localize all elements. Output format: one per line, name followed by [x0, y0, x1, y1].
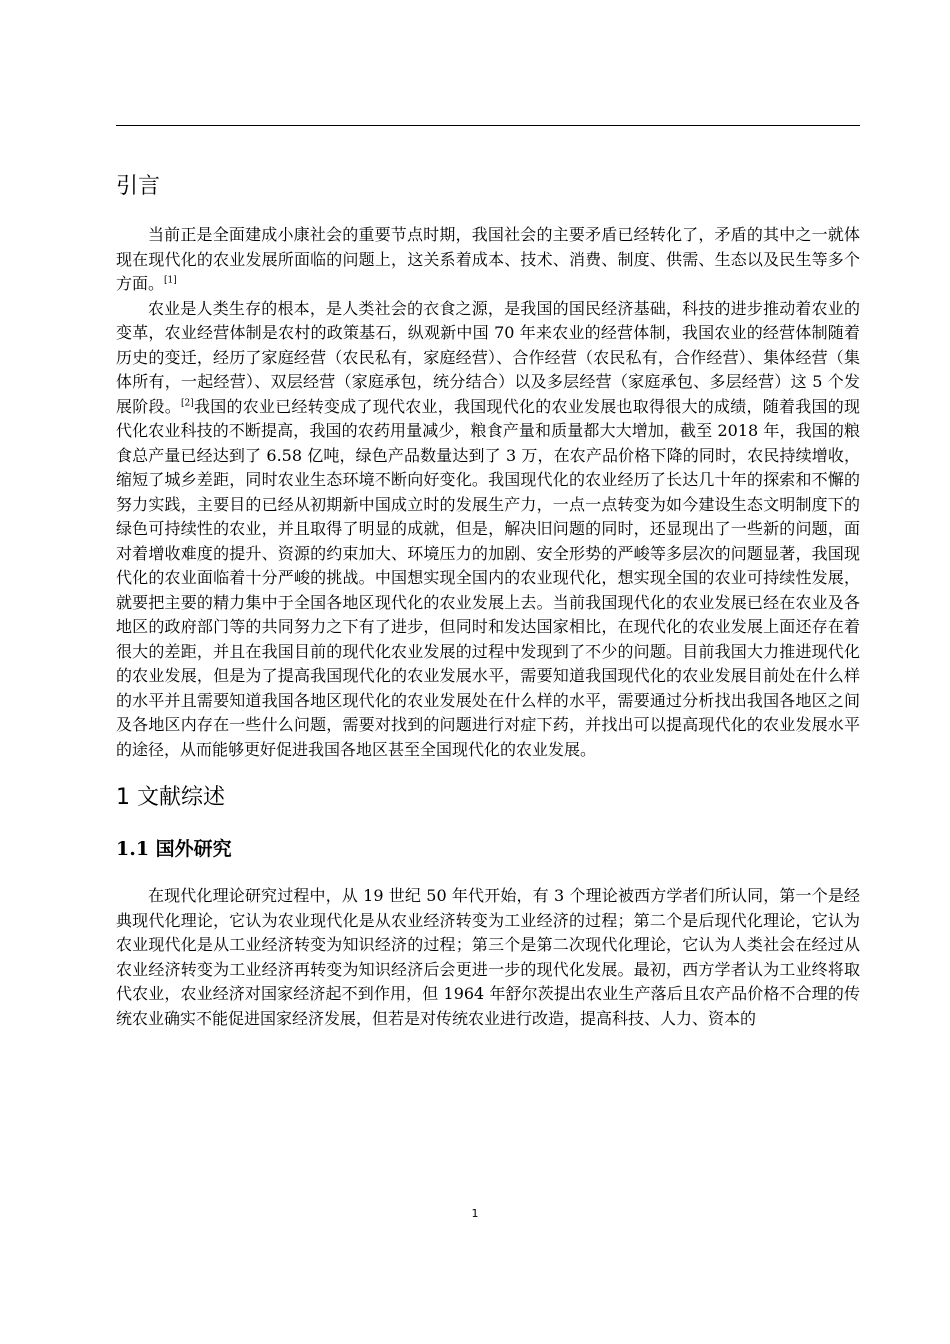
intro-paragraph-2-text-a: 农业是人类生存的根本，是人类社会的衣食之源，是我国的国民经济基础，科技的进步推动着农业的变革，农业经营体制是农村的政策基石，纵观新中国 70 年来农业的经营体制，我国农业的经营体制随着历史的变迁，经历了家庭经营（农民私有，家庭经营）、合作经营（农民私有，合作经营）、集体经营（集体所有，一起经营）、双层经营（家庭承包，统分结合）以及多层经营（家庭承包、多层经营）这 5 个发展阶段。: [116, 298, 860, 416]
section-1-1-heading: 1.1 国外研究: [116, 838, 232, 860]
citation-1: [1]: [164, 275, 177, 286]
intro-paragraph-2-text-b: 我国的农业已经转变成了现代农业，我国现代化的农业发展也取得很大的成绩，随着我国的现代化农业科技的不断提高，我国的农药用量减少，粮食产量和质量都大大增加，截至 2018 年，我国的粮食总产量已经达到了 6.58 亿吨，绿色产品数量达到了 3 万，在农产品价格下降的同时，农民持续增收，缩短了城乡差距，同时农业生态环境不断向好变化。我国现代化的农业经历了长达几十年的探索和不懈的努力实践，主要目的已经从初期新中国成立时的发展生产力，一点一点转变为如今建设生态文明制度下的绿色可持续性的农业，并且取得了明显的成就，但是，解决旧问题的同时，还显现出了一些新的问题，面对着增收难度的提升、资源的约束加大、环境压力的加剧、安全形势的严峻等多层次的问题显著，我国现代化的农业面临着十分严峻的挑战。中国想实现全国内的农业现代化，想实现全国的农业可持续性发展，就要把主要的精力集中于全国各地区现代化的农业发展上去。当前我国现代化的农业发展已经在农业及各地区的政府部门等的共同努力之下有了进步，但同时和发达国家相比，在现代化的农业发展上面还存在着很大的差距，并且在我国目前的现代化农业发展的过程中发现到了不少的问题。目前我国大力推进现代化的农业发展，但是为了提高我国现代化的农业发展水平，需要知道我国现代化的农业发展目前处在什么样的水平并且需要知道我国各地区现代化的农业发展处在什么样的水平，需要通过分析找出我国各地区之间及各地区内存在一些什么问题，需要对找到的问题进行对症下药，并找出可以提高现代化的农业发展水平的途径，从而能够更好促进我国各地区甚至全国现代化的农业发展。: [116, 396, 860, 759]
section-1-1-paragraph-1: 在现代化理论研究过程中，从 19 世纪 50 年代开始，有 3 个理论被西方学者们所认同，第一个是经典现代化理论，它认为农业现代化是从农业经济转变为工业经济的过程；第二个是后现代化理论，它认为农业现代化是从工业经济转变为知识经济的过程；第三个是第二次现代化理论，它认为人类社会在经过从农业经济转变为工业经济再转变为知识经济后会更进一步的现代化发展。最初，西方学者认为工业终将取代农业，农业经济对国家经济起不到作用，但 1964 年舒尔茨提出农业生产落后且农产品价格不合理的传统农业确实不能促进国家经济发展，但若是对传统农业进行改造，提高科技、人力、资本的: [116, 886, 860, 1028]
intro-paragraph-1: [116, 223, 860, 297]
header-rule: [116, 125, 860, 126]
page-number: 1: [471, 1207, 479, 1220]
section-1-heading: 1 文献综述: [116, 785, 225, 810]
intro-paragraph-2: [116, 297, 860, 763]
page-content: [116, 168, 860, 1031]
intro-heading: 引言: [116, 174, 161, 199]
intro-paragraph-1-text: 当前正是全面建成小康社会的重要节点时期，我国社会的主要矛盾已经转化了，矛盾的其中之一就体现在现代化的农业发展所面临的问题上，这关系着成本、技术、消费、制度、供需、生态以及民生等多个方面。: [116, 225, 860, 293]
citation-2: [2]: [181, 398, 194, 409]
